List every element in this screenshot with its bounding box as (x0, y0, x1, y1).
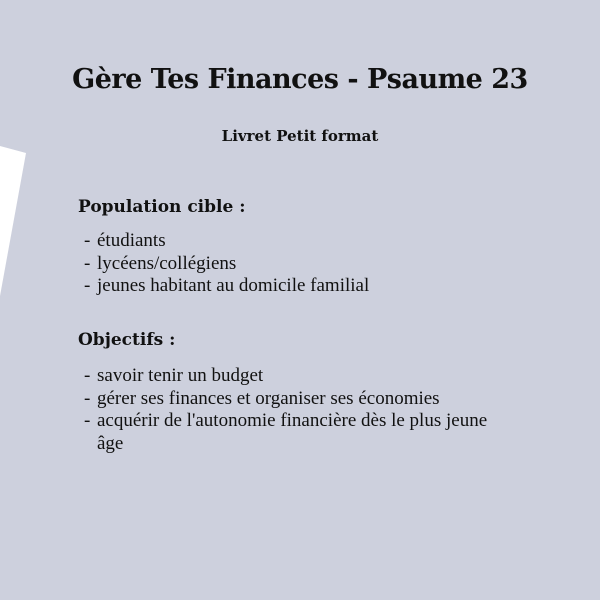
population-heading: Population cible : (78, 197, 246, 217)
list-item (84, 410, 504, 455)
objectifs-heading: Objectifs : (78, 330, 176, 350)
dash-marker: - (84, 230, 91, 251)
list-item-text: jeunes habitant au domicile familial (97, 275, 370, 296)
population-list (84, 230, 524, 298)
list-item (84, 230, 524, 253)
dash-marker: - (84, 252, 91, 274)
list-item-text: savoir tenir un budget (97, 365, 264, 386)
dash-marker: - (84, 410, 91, 431)
document-subtitle: Livret Petit format (221, 127, 379, 145)
list-item-text: gérer ses finances et organiser ses économies (97, 387, 440, 409)
list-item-text: lycéens/collégiens (97, 252, 237, 274)
list-item-text: étudiants (97, 230, 166, 251)
objectifs-list (84, 365, 504, 455)
dash-marker: - (84, 275, 91, 296)
dash-marker: - (84, 387, 91, 409)
list-item (84, 365, 504, 388)
list-item (84, 275, 524, 298)
list-item (84, 253, 524, 276)
dash-marker: - (84, 365, 91, 386)
document-title: Gère Tes Finances - Psaume 23 (72, 64, 528, 95)
list-item (84, 388, 504, 411)
list-item-text: acquérir de l'autonomie financière dès le plus jeune âge (97, 410, 488, 454)
